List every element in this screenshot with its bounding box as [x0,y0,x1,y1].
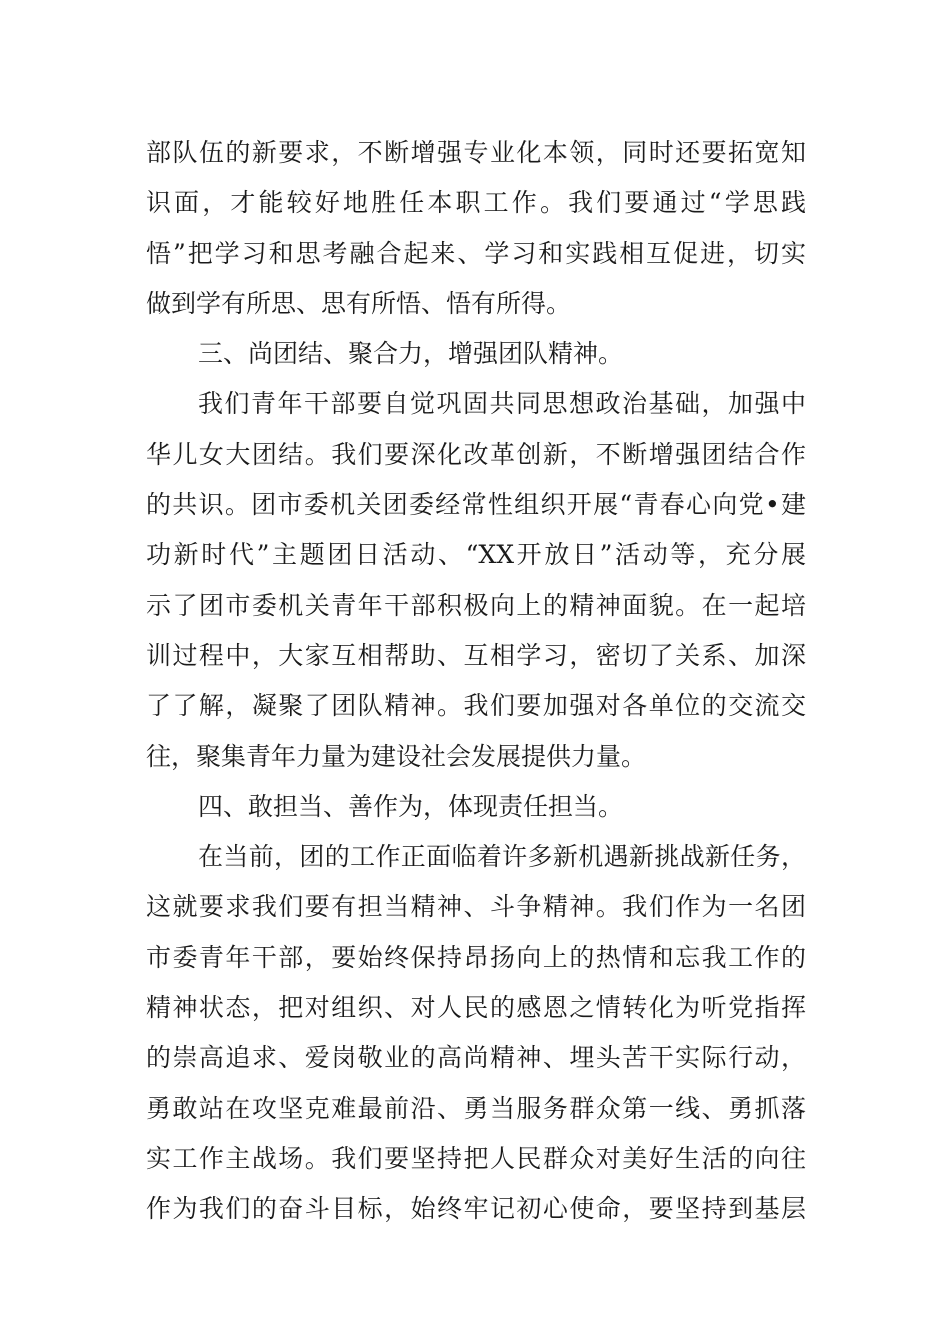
text-line: 三、尚团结、聚合力，增强团队精神。 [198,339,624,369]
text-line: 这就要求我们要有担当精神、斗争精神。我们作为一名团 [146,892,806,922]
text-line: 实工作主战场。我们要坚持把人民群众对美好生活的向往 [146,1143,806,1173]
text-line: 了了解，凝聚了团队精神。我们要加强对各单位的交流交 [146,691,806,721]
text-line: 在当前，团的工作正面临着许多新机遇新挑战新任务， [198,842,806,872]
text-line: 我们青年干部要自觉巩固共同思想政治基础，加强中 [198,389,806,419]
text-line: 训过程中，大家互相帮助、互相学习，密切了关系、加深 [146,640,806,670]
document-body [146,128,806,1235]
text-line: 部队伍的新要求，不断增强专业化本领，同时还要拓宽知 [146,138,806,167]
text-line: 作为我们的奋斗目标，始终牢记初心使命，要坚持到基层 [146,1194,806,1224]
text-line: 识面，才能较好地胜任本职工作。我们要通过“学思践 [146,188,806,218]
text-line: 示了团市委机关青年干部积极向上的精神面貌。在一起培 [146,590,806,620]
text-line: 勇敢站在攻坚克难最前沿、勇当服务群众第一线、勇抓落 [146,1093,806,1123]
text-line: 的崇高追求、爱岗敬业的高尚精神、埋头苦干实际行动， [146,1043,806,1073]
text-line: 往，聚集青年力量为建设社会发展提供力量。 [146,741,647,771]
text-line: 市委青年干部，要始终保持昂扬向上的热情和忘我工作的 [146,942,806,972]
text-line: 四、敢担当、善作为，体现责任担当。 [198,791,624,821]
text-line: 华儿女大团结。我们要深化改革创新，不断增强团结合作 [146,439,806,469]
text-line: 精神状态，把对组织、对人民的感恩之情转化为听党指挥 [146,993,806,1023]
text-line: 功新时代”主题团日活动、“XX开放日”活动等，充分展 [146,540,806,570]
text-line: 悟”把学习和思考融合起来、学习和实践相互促进，切实 [146,238,806,268]
text-line: 做到学有所思、思有所悟、悟有所得。 [146,288,572,318]
text-line: 的共识。团市委机关团委经常性组织开展“青春心向党•建 [146,490,806,520]
